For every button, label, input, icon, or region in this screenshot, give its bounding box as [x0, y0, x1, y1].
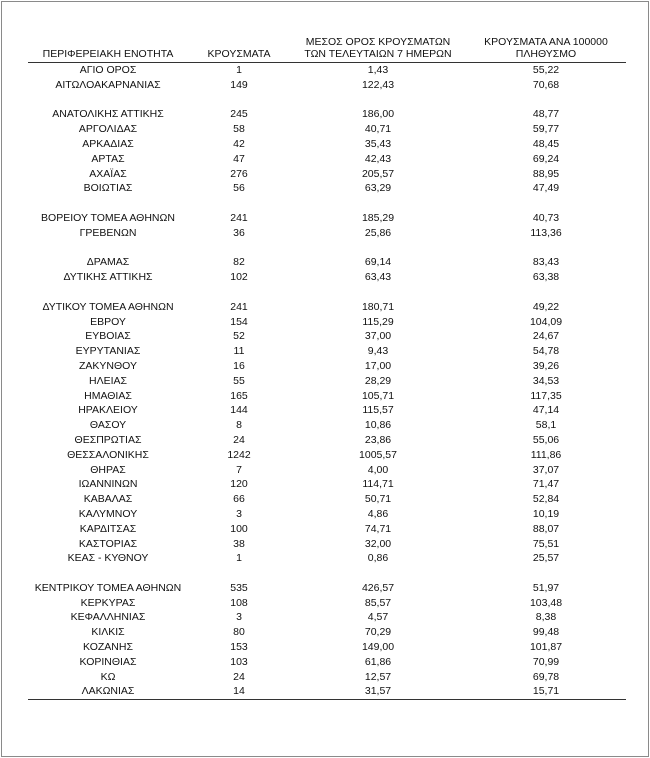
spacer-row: [28, 566, 626, 581]
spacer-cell: [188, 285, 290, 300]
cell-region: ΑΡΓΟΛΙΔΑΣ: [78, 123, 138, 136]
cell-cases: 7: [236, 463, 242, 476]
cell-avg-7-days: 17,00: [364, 359, 392, 372]
cell-per-100k: 70,68: [532, 78, 560, 91]
cell-region: ΙΩΑΝΝΙΝΩΝ: [78, 478, 138, 491]
cell-cases: 535: [230, 581, 248, 594]
table-body: [28, 63, 626, 700]
table-row: [28, 477, 626, 492]
cell-per-100k: 47,14: [532, 404, 560, 417]
cell-cases: 241: [230, 300, 248, 313]
spacer-cell: [188, 566, 290, 581]
table-row: [28, 418, 626, 433]
header-per-100k: [466, 34, 626, 63]
cell-cases: 14: [188, 684, 290, 699]
cell-region: ΑΝΑΤΟΛΙΚΗΣ ΑΤΤΙΚΗΣ: [52, 108, 164, 121]
spacer-row: [28, 241, 626, 256]
cell-avg-7-days: 426,57: [361, 581, 395, 594]
cell-per-100k: 39,26: [532, 359, 560, 372]
table-row: [28, 122, 626, 137]
cases-table: [28, 34, 626, 700]
cell-region: ΒΟΡΕΙΟΥ ΤΟΜΕΑ ΑΘΗΝΩΝ: [41, 211, 175, 224]
cell-avg-7-days: 37,00: [364, 330, 392, 343]
header-per100k-line2: ΠΛΗΘΥΣΜΟ: [515, 48, 577, 60]
cell-avg-7-days: 185,29: [361, 211, 395, 224]
table-row: [28, 492, 626, 507]
cell-region: ΔΡΑΜΑΣ: [86, 256, 130, 269]
cell-avg-7-days: 205,57: [361, 167, 395, 180]
table-row: [28, 610, 626, 625]
table-row: [28, 389, 626, 404]
cell-cases: 241: [230, 211, 248, 224]
cell-region: ΚΟΖΑΝΗΣ: [83, 641, 133, 654]
cell-cases: 80: [233, 626, 245, 639]
spacer-cell: [188, 196, 290, 211]
cell-avg-7-days: 0,86: [367, 552, 389, 565]
cell-avg-7-days: 74,71: [364, 522, 392, 535]
table-row: [28, 315, 626, 330]
spacer-cell: [466, 241, 626, 256]
cell-avg-7-days: 31,57: [290, 684, 466, 699]
spacer-cell: [466, 285, 626, 300]
cell-per-100k: 104,09: [529, 315, 563, 328]
cell-region: ΚΟΡΙΝΘΙΑΣ: [79, 655, 137, 668]
cell-region: ΗΜΑΘΙΑΣ: [84, 389, 132, 402]
cell-avg-7-days: 180,71: [361, 300, 395, 313]
spacer-cell: [28, 196, 188, 211]
spacer-row: [28, 196, 626, 211]
spacer-cell: [290, 566, 466, 581]
cell-per-100k: 117,35: [530, 389, 562, 402]
cell-avg-7-days: 149,00: [361, 641, 395, 654]
cell-cases: 165: [230, 389, 248, 402]
cell-avg-7-days: 4,57: [367, 611, 389, 624]
spacer-cell: [28, 241, 188, 256]
cell-cases: 58: [233, 123, 245, 136]
cell-per-100k: 47,49: [532, 182, 560, 195]
cell-avg-7-days: 50,71: [364, 493, 392, 506]
cell-avg-7-days: 114,71: [362, 478, 394, 491]
cell-region: ΕΥΒΟΙΑΣ: [85, 330, 131, 343]
cell-region: ΚΑΒΑΛΑΣ: [83, 493, 133, 506]
table-row: [28, 522, 626, 537]
spacer-cell: [290, 93, 466, 108]
table-row: [28, 551, 626, 566]
cell-per-100k: 15,71: [466, 684, 626, 699]
table-row: [28, 211, 626, 226]
table-row: [28, 374, 626, 389]
cell-avg-7-days: 9,43: [367, 345, 389, 358]
cell-per-100k: 58,1: [535, 419, 557, 432]
spacer-cell: [28, 285, 188, 300]
cell-cases: 56: [233, 182, 245, 195]
cell-region: ΘΑΣΟΥ: [89, 419, 127, 432]
spacer-cell: [290, 285, 466, 300]
table-row: [28, 670, 626, 685]
spacer-cell: [28, 93, 188, 108]
cell-cases: 3: [236, 611, 242, 624]
cell-region: ΑΙΤΩΛΟΑΚΑΡΝΑΝΙΑΣ: [55, 78, 161, 91]
cell-cases: 82: [233, 256, 245, 269]
cell-region: ΓΡΕΒΕΝΩΝ: [79, 226, 137, 239]
cell-per-100k: 69,24: [532, 152, 560, 165]
cell-region: ΑΧΑΪΑΣ: [89, 167, 127, 180]
cell-cases: 52: [233, 330, 245, 343]
cell-per-100k: 51,97: [532, 581, 560, 594]
table-row: [28, 640, 626, 655]
cell-per-100k: 49,22: [532, 300, 560, 313]
spacer-cell: [466, 196, 626, 211]
table-row: [28, 107, 626, 122]
table-row: [28, 684, 626, 699]
table-row: [28, 329, 626, 344]
table-row: [28, 463, 626, 478]
cell-cases: 11: [233, 345, 245, 358]
table-row: [28, 537, 626, 552]
cell-cases: 154: [230, 315, 248, 328]
cell-cases: 24: [233, 433, 245, 446]
cell-avg-7-days: 70,29: [364, 626, 392, 639]
cell-avg-7-days: 105,71: [361, 389, 395, 402]
cell-avg-7-days: 28,29: [364, 374, 392, 387]
cell-avg-7-days: 4,00: [367, 463, 389, 476]
cell-avg-7-days: 63,29: [364, 182, 392, 195]
cell-avg-7-days: 1,43: [367, 64, 389, 76]
spacer-cell: [290, 241, 466, 256]
cell-avg-7-days: 69,14: [364, 256, 392, 269]
cell-per-100k: 55,06: [532, 433, 560, 446]
cell-cases: 149: [230, 78, 248, 91]
cell-cases: 55: [233, 374, 245, 387]
cell-per-100k: 103,48: [529, 596, 563, 609]
header-avg-line2: ΤΩΝ ΤΕΛΕΥΤΑΙΩΝ 7 ΗΜΕΡΩΝ: [304, 48, 452, 60]
spacer-cell: [466, 566, 626, 581]
cell-cases: 3: [236, 507, 242, 520]
cell-region: ΚΩ: [100, 670, 116, 683]
table-row: [28, 255, 626, 270]
cell-per-100k: 75,51: [532, 537, 560, 550]
cell-avg-7-days: 12,57: [364, 670, 392, 683]
cell-avg-7-days: 23,86: [364, 433, 392, 446]
cell-cases: 36: [233, 226, 245, 239]
cell-region: ΚΕΦΑΛΛΗΝΙΑΣ: [70, 611, 146, 624]
cell-region: ΑΡΚΑΔΙΑΣ: [82, 137, 134, 150]
cell-per-100k: 40,73: [532, 211, 560, 224]
cell-per-100k: 101,87: [529, 641, 563, 654]
cell-per-100k: 34,53: [532, 374, 560, 387]
table-row: [28, 596, 626, 611]
cell-region: ΘΕΣΠΡΩΤΙΑΣ: [74, 433, 142, 446]
header-avg-7-days: [290, 34, 466, 63]
table-row: [28, 655, 626, 670]
cell-per-100k: 55,22: [532, 64, 560, 76]
table-row: [28, 403, 626, 418]
cell-region: ΘΗΡΑΣ: [90, 463, 126, 476]
cell-region: ΒΟΙΩΤΙΑΣ: [83, 182, 133, 195]
header-per100k-line1: ΚΡΟΥΣΜΑΤΑ ΑΝΑ 100000: [484, 36, 608, 48]
cell-region: ΚΑΡΔΙΤΣΑΣ: [79, 522, 137, 535]
cell-per-100k: 10,19: [532, 507, 560, 520]
cell-avg-7-days: 122,43: [361, 78, 395, 91]
cell-region: ΚΕΝΤΡΙΚΟΥ ΤΟΜΕΑ ΑΘΗΝΩΝ: [34, 581, 182, 594]
cell-per-100k: 99,48: [532, 626, 560, 639]
spacer-row: [28, 93, 626, 108]
cell-avg-7-days: 10,86: [364, 419, 392, 432]
cell-per-100k: 113,36: [530, 226, 562, 239]
table-row: [28, 507, 626, 522]
cell-cases: 108: [230, 596, 248, 609]
table-row: [28, 152, 626, 167]
cell-region: ΖΑΚΥΝΘΟΥ: [78, 359, 137, 372]
cell-per-100k: 37,07: [532, 463, 560, 476]
cell-per-100k: 54,78: [532, 345, 560, 358]
cell-region: ΘΕΣΣΑΛΟΝΙΚΗΣ: [67, 448, 149, 461]
cell-per-100k: 59,77: [532, 123, 560, 136]
spacer-cell: [188, 241, 290, 256]
cell-per-100k: 71,47: [532, 478, 560, 491]
table-row: [28, 344, 626, 359]
cell-cases: 153: [230, 641, 248, 654]
cell-region: ΑΓΙΟ ΟΡΟΣ: [79, 64, 137, 76]
spacer-cell: [290, 196, 466, 211]
cell-cases: 1242: [227, 448, 251, 461]
cell-region: ΑΡΤΑΣ: [91, 152, 125, 165]
cell-cases: 1: [236, 552, 242, 565]
cell-region: ΚΕΑΣ - ΚΥΘΝΟΥ: [67, 552, 149, 565]
cell-region: ΗΛΕΙΑΣ: [88, 374, 127, 387]
table-row: [28, 300, 626, 315]
spacer-cell: [466, 93, 626, 108]
cell-cases: 103: [230, 655, 248, 668]
cell-region: ΛΑΚΩΝΙΑΣ: [28, 684, 188, 699]
cell-region: ΕΒΡΟΥ: [90, 315, 126, 328]
cell-cases: 245: [230, 108, 248, 121]
cell-region: ΚΑΛΥΜΝΟΥ: [78, 507, 138, 520]
cell-cases: 102: [230, 271, 248, 284]
header-avg-line1: ΜΕΣΟΣ ΟΡΟΣ ΚΡΟΥΣΜΑΤΩΝ: [305, 36, 451, 48]
cell-avg-7-days: 115,29: [362, 315, 394, 328]
cell-cases: 16: [233, 359, 245, 372]
cell-per-100k: 24,67: [532, 330, 560, 343]
cell-cases: 144: [230, 404, 248, 417]
cell-avg-7-days: 61,86: [364, 655, 392, 668]
table-row: [28, 167, 626, 182]
cell-avg-7-days: 115,57: [362, 404, 394, 417]
cell-per-100k: 70,99: [532, 655, 560, 668]
cell-cases: 1: [236, 64, 242, 76]
cell-per-100k: 48,45: [532, 137, 560, 150]
table-row: [28, 137, 626, 152]
cell-cases: 42: [233, 137, 245, 150]
cell-per-100k: 25,57: [532, 552, 560, 565]
cell-cases: 38: [233, 537, 245, 550]
cell-cases: 24: [233, 670, 245, 683]
cell-region: ΚΑΣΤΟΡΙΑΣ: [78, 537, 138, 550]
cell-avg-7-days: 42,43: [364, 152, 392, 165]
cell-per-100k: 52,84: [532, 493, 560, 506]
table-row: [28, 226, 626, 241]
table-row: [28, 581, 626, 596]
cell-avg-7-days: 25,86: [364, 226, 392, 239]
cell-per-100k: 8,38: [535, 611, 557, 624]
table-header-row: [28, 34, 626, 63]
table-row: [28, 433, 626, 448]
cell-cases: 276: [230, 167, 248, 180]
cell-avg-7-days: 4,86: [367, 507, 389, 520]
cell-cases: 100: [230, 522, 248, 535]
table-row: [28, 359, 626, 374]
cell-region: ΚΙΛΚΙΣ: [91, 626, 125, 639]
cell-avg-7-days: 63,43: [364, 271, 392, 284]
cell-per-100k: 111,86: [530, 448, 562, 461]
cell-avg-7-days: 1005,57: [359, 448, 397, 461]
header-cases: ΚΡΟΥΣΜΑΤΑ: [188, 34, 290, 63]
table-row: [28, 78, 626, 93]
table-row: [28, 181, 626, 196]
cell-region: ΚΕΡΚΥΡΑΣ: [80, 596, 136, 609]
table-row: [28, 625, 626, 640]
cell-avg-7-days: 35,43: [364, 137, 392, 150]
cell-per-100k: 69,78: [532, 670, 560, 683]
cell-avg-7-days: 85,57: [364, 596, 392, 609]
cell-per-100k: 88,95: [532, 167, 560, 180]
cell-cases: 47: [233, 152, 245, 165]
cell-avg-7-days: 32,00: [364, 537, 392, 550]
cell-cases: 66: [233, 493, 245, 506]
cell-region: ΗΡΑΚΛΕΙΟΥ: [78, 404, 138, 417]
table-row: [28, 270, 626, 285]
table-row: [28, 63, 626, 78]
cell-region: ΕΥΡΥΤΑΝΙΑΣ: [75, 345, 141, 358]
table-row: [28, 448, 626, 463]
cell-cases: 8: [236, 419, 242, 432]
cell-avg-7-days: 40,71: [364, 123, 392, 136]
spacer-cell: [188, 93, 290, 108]
cell-per-100k: 48,77: [532, 108, 560, 121]
cell-per-100k: 88,07: [532, 522, 560, 535]
cell-region: ΔΥΤΙΚΟΥ ΤΟΜΕΑ ΑΘΗΝΩΝ: [42, 300, 174, 313]
cell-region: ΔΥΤΙΚΗΣ ΑΤΤΙΚΗΣ: [63, 271, 153, 284]
cell-per-100k: 83,43: [532, 256, 560, 269]
cell-per-100k: 63,38: [532, 271, 560, 284]
cell-avg-7-days: 186,00: [361, 108, 395, 121]
cell-cases: 120: [230, 478, 248, 491]
spacer-row: [28, 285, 626, 300]
header-region: ΠΕΡΙΦΕΡΕΙΑΚΗ ΕΝΟΤΗΤΑ: [28, 34, 188, 63]
spacer-cell: [28, 566, 188, 581]
